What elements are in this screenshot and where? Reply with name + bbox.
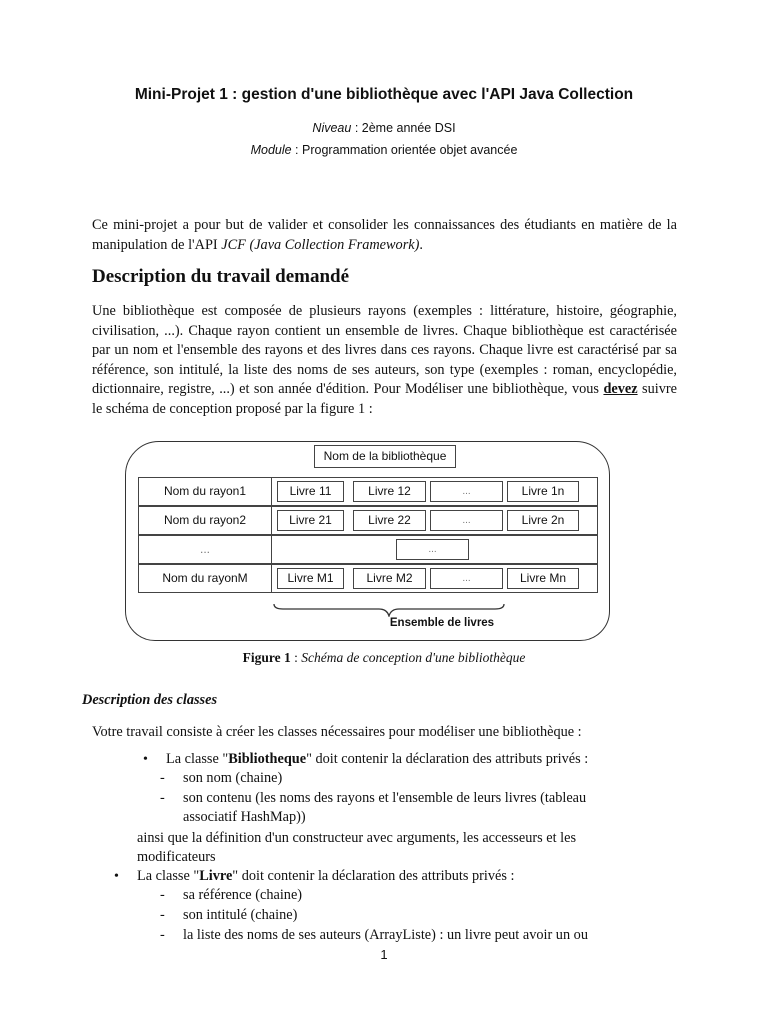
description-end: suivre le schéma de conception proposé par la figure 1 : — [92, 381, 677, 417]
book-cell: ... — [396, 539, 469, 560]
attr-text: son nom (chaine) — [183, 770, 283, 786]
book-cell: Livre 22 — [353, 510, 426, 531]
book-cell: Livre 11 — [277, 481, 344, 502]
caption-text: Schéma de conception d'une bibliothèque — [301, 650, 526, 665]
figure-row-1 — [138, 477, 598, 506]
attr-text: associatif HashMap)) — [183, 809, 306, 825]
dash-icon: - — [160, 770, 165, 786]
figure-row-m — [138, 564, 598, 593]
niveau-line — [0, 121, 768, 135]
figure-caption — [0, 650, 768, 666]
book-cell: ... — [430, 510, 503, 531]
niveau-label: Niveau — [312, 121, 352, 135]
figure-row-2 — [138, 506, 598, 535]
book-cell: Livre 1n — [507, 481, 579, 502]
intro-paragraph — [92, 216, 677, 255]
module-value: : Programmation orientée objet avancée — [291, 143, 518, 157]
book-cell: Livre M1 — [277, 568, 344, 589]
page-number: 1 — [380, 947, 388, 962]
row-label: Nom du rayon1 — [139, 478, 272, 505]
section-heading-description: Description du travail demandé — [92, 266, 350, 287]
attr-text: son intitulé (chaine) — [183, 907, 298, 923]
intro-text: Ce mini-projet a pour but de valider et consolider les connaissances des étudiants en matière de la manipulation de l'API — [92, 217, 677, 253]
class-bibliotheque-text: La classe "Bibliotheque" doit contenir la déclaration des attributs privés : — [166, 751, 589, 767]
dash-icon: - — [160, 790, 165, 806]
book-cell: Livre Mn — [507, 568, 579, 589]
brace-label: Ensemble de livres — [389, 617, 495, 629]
intro-jcf: JCF (Java Collection Framework) — [221, 236, 420, 253]
row-label: ... — [139, 536, 272, 563]
document-title: Mini-Projet 1 : gestion d'une bibliothèque avec l'API Java Collection — [134, 86, 634, 103]
row-label: Nom du rayonM — [139, 565, 272, 592]
dash-icon: - — [160, 907, 165, 923]
description-paragraph — [92, 302, 677, 420]
book-cell: ... — [430, 481, 503, 502]
book-cell: Livre 12 — [353, 481, 426, 502]
niveau-value: : 2ème année DSI — [351, 121, 456, 135]
book-cell: ... — [430, 568, 503, 589]
attr-text: sa référence (chaine) — [183, 887, 303, 903]
row-label: Nom du rayon2 — [139, 507, 272, 534]
module-line — [0, 143, 768, 157]
description-text: Une bibliothèque est composée de plusieurs rayons (exemples : littérature, histoire, géographie, civilisation, ...). Chaque rayon contient un ensemble de livres. Chaque bibliothèque est caractérisée par un nom et l'ensemble des rayons et des livres dans ces rayons. Chaque livre est caractérisé par sa référence, son intitulé, la liste des noms de ses auteurs, son type (exemples : roman, encyclopédie, dictionnaire, registre, ...) et son année d'édition. Pour Modéliser une bibliothèque, vous — [92, 303, 677, 398]
figure-library-name: Nom de la bibliothèque — [314, 445, 456, 468]
caption-sep: : — [290, 650, 302, 665]
book-cell: Livre 2n — [507, 510, 579, 531]
bullet-icon: • — [143, 752, 148, 767]
note-text: modificateurs — [137, 849, 216, 865]
figure-row-ellipsis — [138, 535, 598, 564]
note-text: ainsi que la définition d'un constructeur avec arguments, les accesseurs et les — [137, 830, 577, 846]
classes-lead: Votre travail consiste à créer les classes nécessaires pour modéliser une bibliothèque : — [92, 724, 582, 740]
intro-end: . — [419, 236, 423, 253]
curly-brace-icon — [273, 603, 505, 617]
description-emphasis: devez — [603, 381, 638, 398]
class-livre-text: La classe "Livre" doit contenir la déclaration des attributs privés : — [137, 868, 515, 884]
caption-label: Figure 1 — [242, 650, 291, 665]
section-heading-classes: Description des classes — [82, 692, 218, 708]
module-label: Module — [250, 143, 292, 157]
bullet-icon: • — [114, 869, 119, 884]
attr-text: la liste des noms de ses auteurs (ArrayListe) : un livre peut avoir un ou — [183, 927, 588, 943]
dash-icon: - — [160, 927, 165, 943]
dash-icon: - — [160, 887, 165, 903]
attr-text: son contenu (les noms des rayons et l'ensemble de leurs livres (tableau — [183, 790, 587, 806]
book-cell: Livre M2 — [353, 568, 426, 589]
book-cell: Livre 21 — [277, 510, 344, 531]
